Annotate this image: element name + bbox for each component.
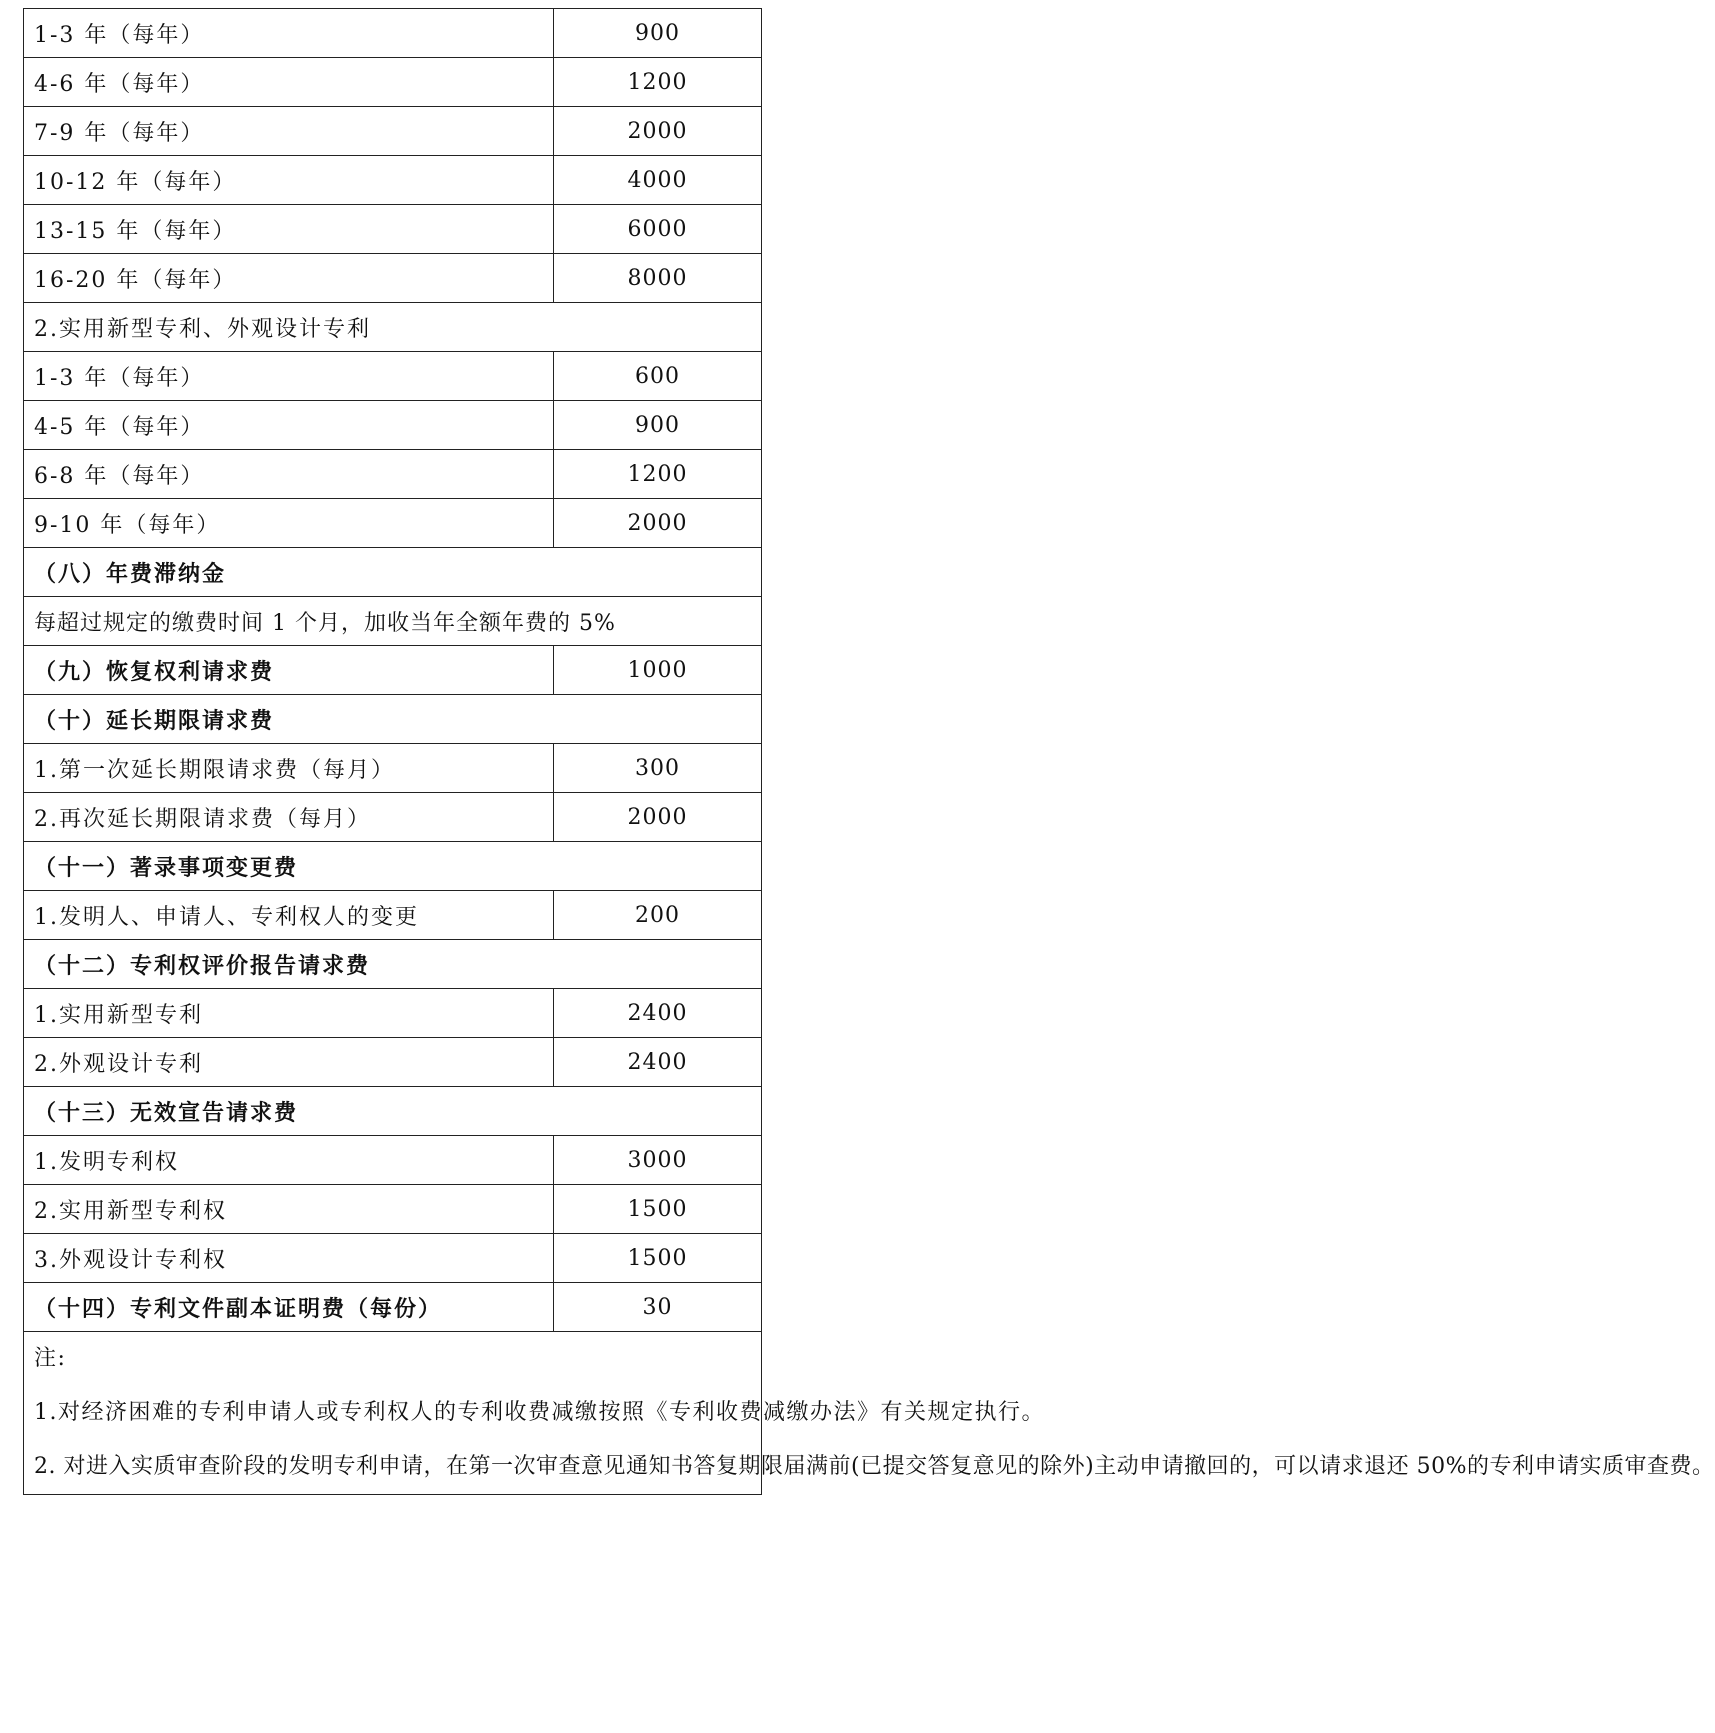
table-row xyxy=(24,450,762,499)
fee-item-label: 13-15 年（每年） xyxy=(24,205,554,254)
section-heading: （八）年费滞纳金 xyxy=(24,548,762,597)
fee-amount: 6000 xyxy=(554,205,762,254)
fee-amount: 900 xyxy=(554,9,762,58)
fee-item-label: 1.发明专利权 xyxy=(24,1136,554,1185)
table-row xyxy=(24,352,762,401)
table-row xyxy=(24,401,762,450)
table-row xyxy=(24,940,762,989)
section-heading: （十二）专利权评价报告请求费 xyxy=(24,940,762,989)
fee-amount: 1500 xyxy=(554,1234,762,1283)
fee-amount: 200 xyxy=(554,891,762,940)
fee-amount: 1000 xyxy=(554,646,762,695)
fee-amount: 2400 xyxy=(554,1038,762,1087)
section-heading: （十四）专利文件副本证明费（每份） xyxy=(24,1283,554,1332)
fee-item-label: 16-20 年（每年） xyxy=(24,254,554,303)
note-item-2: 2. 对进入实质审查阶段的发明专利申请，在第一次审查意见通知书答复期限届满前(已提交答复意见的除外)主动申请撤回的，可以请求退还 50%的专利申请实质审查费。 xyxy=(34,1454,1715,1479)
table-row xyxy=(24,646,762,695)
table-row xyxy=(24,1234,762,1283)
table-row xyxy=(24,1283,762,1332)
notes-cell xyxy=(24,1332,1715,1495)
fee-amount: 4000 xyxy=(554,156,762,205)
table-row xyxy=(24,1038,762,1087)
section-heading: （十一）著录事项变更费 xyxy=(24,842,762,891)
fee-item-label: 1.实用新型专利 xyxy=(24,989,554,1038)
fee-amount: 900 xyxy=(554,401,762,450)
section-heading: （十三）无效宣告请求费 xyxy=(24,1087,762,1136)
table-row xyxy=(24,695,762,744)
notes-heading: 注: xyxy=(34,1346,67,1371)
table-row xyxy=(24,107,762,156)
table-row xyxy=(24,548,762,597)
fee-amount: 3000 xyxy=(554,1136,762,1185)
fee-item-label: 1-3 年（每年） xyxy=(24,9,554,58)
late-fee-description: 每超过规定的缴费时间 1 个月，加收当年全额年费的 5% xyxy=(24,597,762,646)
fee-item-label: 2.再次延长期限请求费（每月） xyxy=(24,793,554,842)
fee-amount: 1500 xyxy=(554,1185,762,1234)
table-row xyxy=(24,156,762,205)
fee-item-label: 2.实用新型专利权 xyxy=(24,1185,554,1234)
table-row xyxy=(24,989,762,1038)
fee-item-label: 1-3 年（每年） xyxy=(24,352,554,401)
table-row xyxy=(24,842,762,891)
fee-item-label: 4-5 年（每年） xyxy=(24,401,554,450)
table-row xyxy=(24,9,762,58)
fee-amount: 1200 xyxy=(554,450,762,499)
fee-item-label: 4-6 年（每年） xyxy=(24,58,554,107)
fee-amount: 600 xyxy=(554,352,762,401)
fee-item-label: 10-12 年（每年） xyxy=(24,156,554,205)
fee-amount: 2000 xyxy=(554,499,762,548)
fee-amount: 2400 xyxy=(554,989,762,1038)
fee-item-label: 3.外观设计专利权 xyxy=(24,1234,554,1283)
fee-item-label: 1.第一次延长期限请求费（每月） xyxy=(24,744,554,793)
fee-amount: 1200 xyxy=(554,58,762,107)
fee-item-label: 2.外观设计专利 xyxy=(24,1038,554,1087)
table-row xyxy=(24,793,762,842)
table-row xyxy=(24,303,762,352)
fee-item-label: 1.发明人、申请人、专利权人的变更 xyxy=(24,891,554,940)
note-item-1: 1.对经济困难的专利申请人或专利权人的专利收费减缴按照《专利收费减缴办法》有关规定执行。 xyxy=(34,1400,1045,1425)
table-row xyxy=(24,205,762,254)
table-row xyxy=(24,499,762,548)
section-heading: （十）延长期限请求费 xyxy=(24,695,762,744)
table-row xyxy=(24,1136,762,1185)
fee-amount: 8000 xyxy=(554,254,762,303)
fee-amount: 30 xyxy=(554,1283,762,1332)
table-row xyxy=(24,744,762,793)
fee-item-label: 9-10 年（每年） xyxy=(24,499,554,548)
fee-item-label: 7-9 年（每年） xyxy=(24,107,554,156)
fee-table xyxy=(23,8,1715,1495)
fee-amount: 300 xyxy=(554,744,762,793)
table-row xyxy=(24,58,762,107)
table-row xyxy=(24,1087,762,1136)
table-row xyxy=(24,891,762,940)
fee-amount: 2000 xyxy=(554,107,762,156)
table-row xyxy=(24,597,762,646)
fee-amount: 2000 xyxy=(554,793,762,842)
subsection-heading: 2.实用新型专利、外观设计专利 xyxy=(24,303,762,352)
table-row xyxy=(24,254,762,303)
notes-row xyxy=(24,1332,762,1495)
fee-item-label: 6-8 年（每年） xyxy=(24,450,554,499)
section-heading: （九）恢复权利请求费 xyxy=(24,646,554,695)
table-row xyxy=(24,1185,762,1234)
notes-block xyxy=(34,1332,1715,1494)
